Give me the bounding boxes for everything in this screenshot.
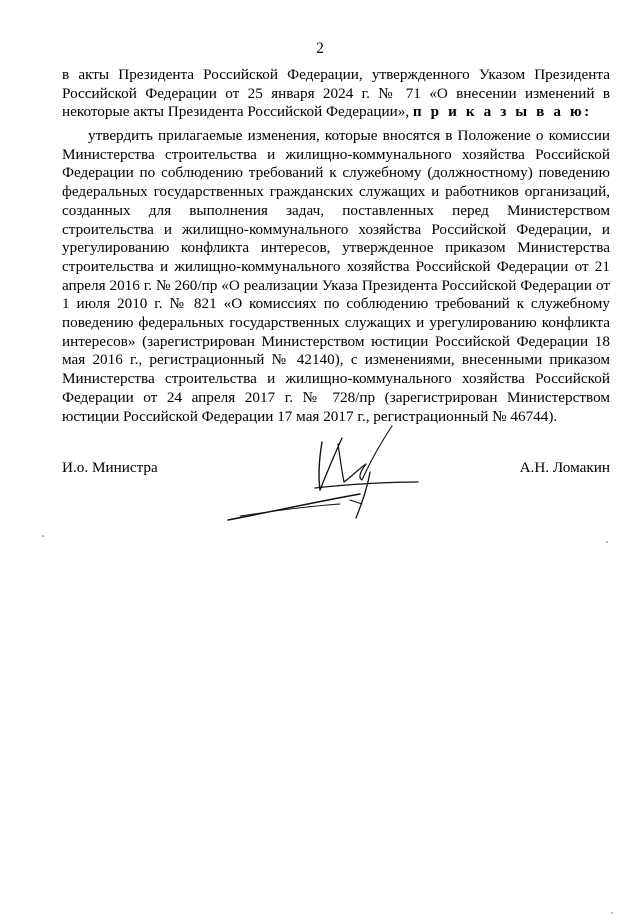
body-paragraph: утвердить прилагаемые изменения, которые вносятся в Положение о комиссии Министерства строительства и жилищно-коммунального хозяйства Российской Федерации по соблюдению требований к служебному (должностному) поведению федеральных государственных гражданских служащих и работников организаций, созданных для выполнения задач, поставленных перед Министерством строительства и жилищно-коммунального хозяйства Российской Федерации, и урегулированию конфликта интересов, утвержденное приказом Министерства строительства и жилищно-коммунального хозяйства Российской Федерации от 21 апреля 2016 г. № 260/пр «О реализации Указа Президента Российской Федерации от 1 июля 2010 г. № 821 «О комиссиях по соблюдению требований к служебному поведению федеральных государственных служащих и урегулированию конфликта интересов» (зарегистрирован Министерством юстиции Российской Федерации 18 мая 2016 г., регистрационный № 42140), с изменениями, внесенными приказом Министерства строительства и жилищно-коммунального хозяйства Российской Федерации от 24 апреля 2017 г. № 728/пр (зарегистрирован Министерством юстиции Российской Федерации 17 мая 2017 г., регистрационный № 46744). <box>62 127 610 425</box>
page-number: 2 <box>316 40 324 57</box>
intro-paragraph <box>62 66 610 122</box>
signatory-title: И.о. Министра <box>62 459 158 476</box>
intro-text: в акты Президента Российской Федерации, утвержденного Указом Президента Российской Федерации от 25 января 2024 г. № 71 «О внесении изменений в некоторые акты Президента Российской Федерации», <box>62 66 610 121</box>
directive-text: п р и к а з ы в а ю: <box>412 103 592 121</box>
signatory-name: А.Н. Ломакин <box>519 459 610 476</box>
handwritten-signature <box>220 420 430 525</box>
